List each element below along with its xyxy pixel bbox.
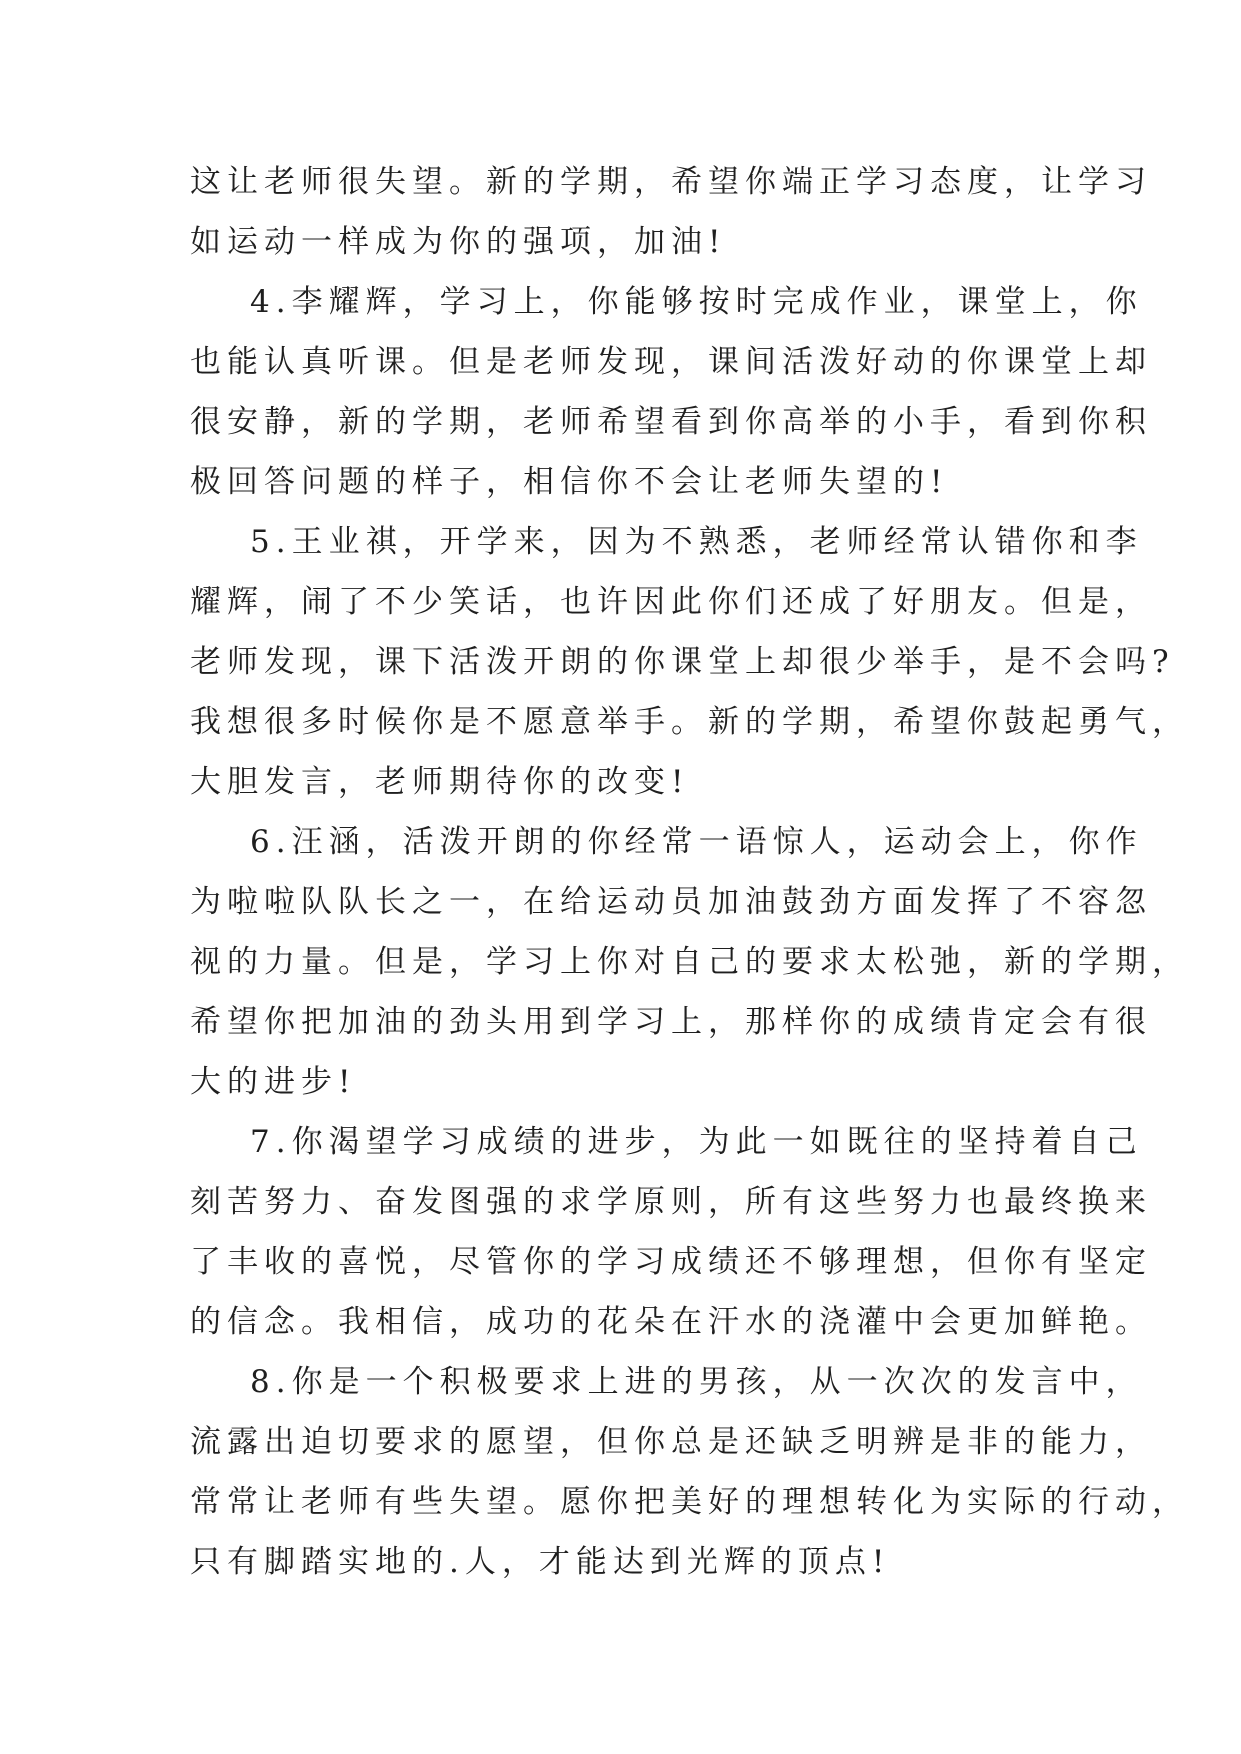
text-line: 常常让老师有些失望。愿你把美好的理想转化为实际的行动， — [190, 1484, 1189, 1520]
text-line: 也能认真听课。但是老师发现，课间活泼好动的你课堂上却 — [190, 344, 1152, 380]
text-line: 耀辉，闹了不少笑话，也许因此你们还成了好朋友。但是， — [190, 584, 1152, 620]
paragraph-6-first-line: 6.汪涵，活泼开朗的你经常一语惊人，运动会上，你作 — [250, 824, 1143, 860]
text-line: 只有脚踏实地的.人，才能达到光辉的顶点! — [190, 1544, 891, 1580]
text-line: 很安静，新的学期，老师希望看到你高举的小手，看到你积 — [190, 404, 1152, 440]
paragraph-8-first-line: 8.你是一个积极要求上进的男孩，从一次次的发言中， — [250, 1364, 1143, 1400]
text-line: 的信念。我相信，成功的花朵在汗水的浇灌中会更加鲜艳。 — [190, 1304, 1152, 1340]
text-line: 极回答问题的样子，相信你不会让老师失望的! — [190, 464, 949, 500]
text-line: 如运动一样成为你的强项，加油! — [190, 224, 727, 260]
text-line: 了丰收的喜悦，尽管你的学习成绩还不够理想，但你有坚定 — [190, 1244, 1152, 1280]
text-line: 老师发现，课下活泼开朗的你课堂上却很少举手，是不会吗? — [190, 644, 1175, 680]
text-line: 刻苦努力、奋发图强的求学原则，所有这些努力也最终换来 — [190, 1184, 1152, 1220]
paragraph-5-first-line: 5.王业祺，开学来，因为不熟悉，老师经常认错你和李 — [250, 524, 1143, 560]
paragraph-4-first-line: 4.李耀辉，学习上，你能够按时完成作业，课堂上，你 — [250, 284, 1143, 320]
text-line: 流露出迫切要求的愿望，但你总是还缺乏明辨是非的能力， — [190, 1424, 1152, 1460]
paragraph-7-first-line: 7.你渴望学习成绩的进步，为此一如既往的坚持着自己 — [250, 1124, 1143, 1160]
text-line: 为啦啦队队长之一，在给运动员加油鼓劲方面发挥了不容忽 — [190, 884, 1152, 920]
text-line: 这让老师很失望。新的学期，希望你端正学习态度，让学习 — [190, 164, 1152, 200]
text-line: 我想很多时候你是不愿意举手。新的学期，希望你鼓起勇气， — [190, 704, 1189, 740]
text-line: 大胆发言，老师期待你的改变! — [190, 764, 690, 800]
text-line: 视的力量。但是，学习上你对自己的要求太松弛，新的学期， — [190, 944, 1189, 980]
text-line: 希望你把加油的劲头用到学习上，那样你的成绩肯定会有很 — [190, 1004, 1152, 1040]
document-body — [190, 152, 1189, 1592]
text-line: 大的进步! — [190, 1064, 357, 1100]
